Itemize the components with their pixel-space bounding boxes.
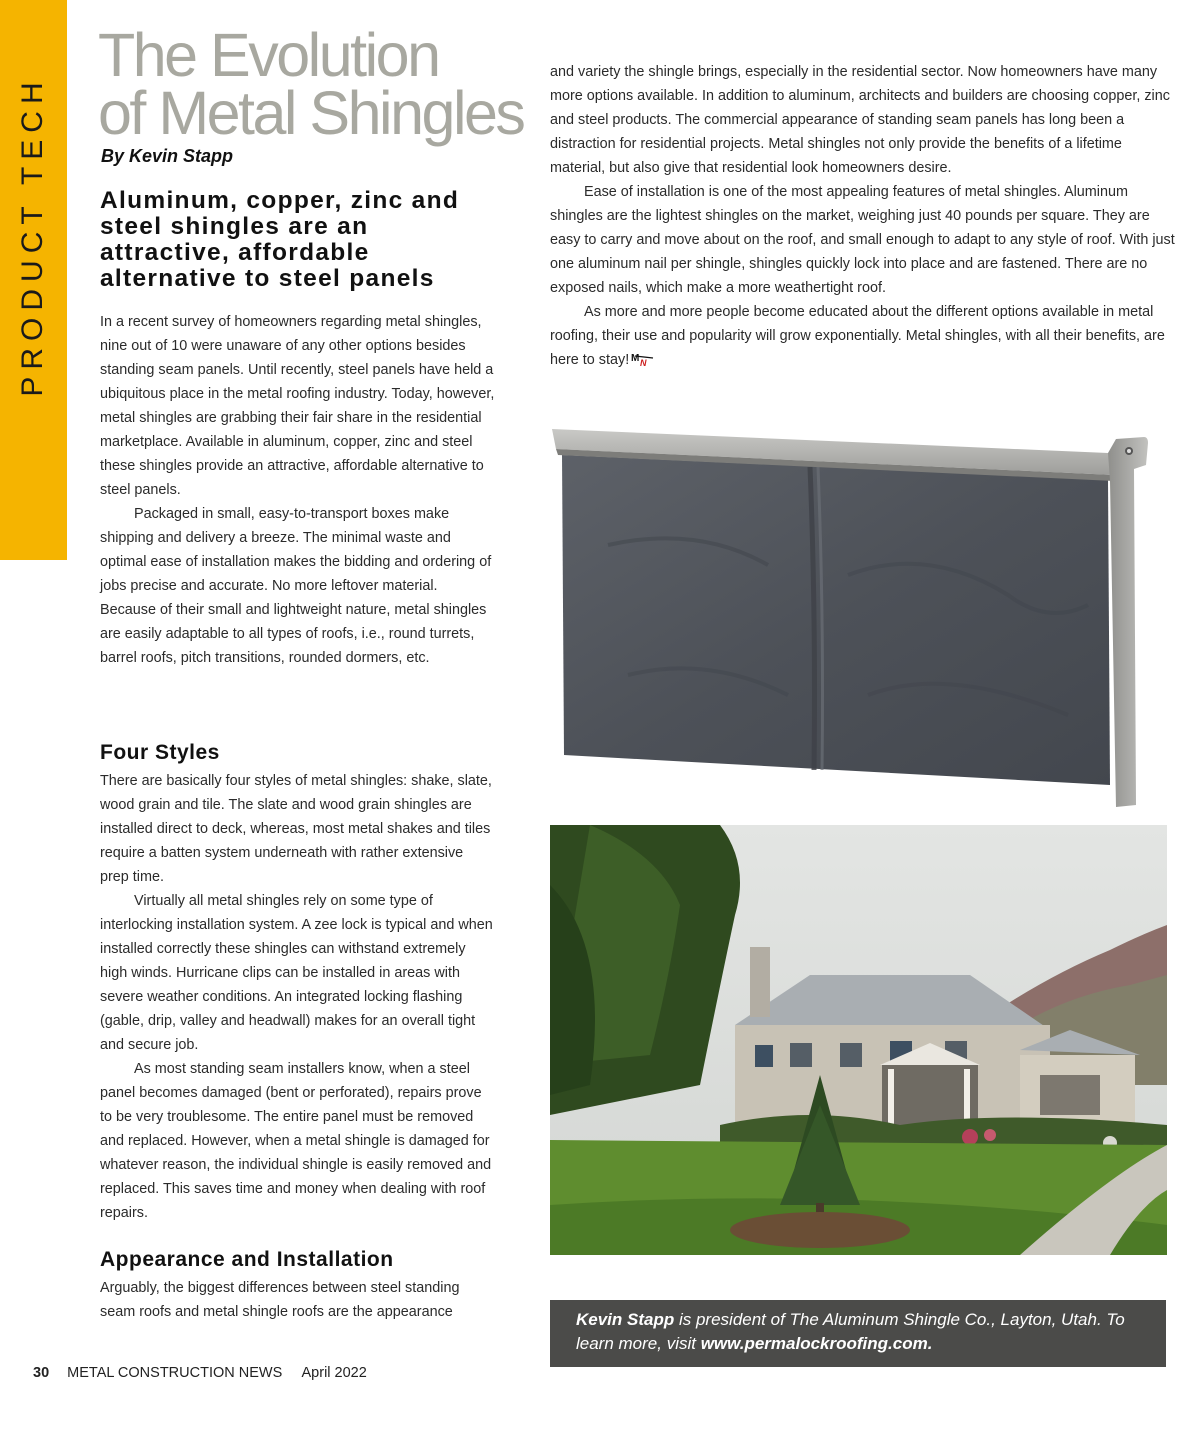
four-styles-paragraph-3: As most standing seam installers know, when a steel panel becomes damaged (bent or perforated), repairs prove to be very troublesome. The entire panel must be removed and replaced. However, when a metal shingle is damaged for whatever reason, the individual shingle is easily removed and replaced. This saves time and money when dealing with roof repairs.	[100, 1061, 492, 1221]
magazine-name: METAL CONSTRUCTION NEWS	[67, 1365, 283, 1381]
appearance-heading: Appearance and Installation	[100, 1248, 394, 1271]
author-bio	[550, 1300, 1166, 1367]
bio-author-name: Kevin Stapp	[576, 1310, 675, 1329]
bio-website-link[interactable]: www.permalockroofing.com.	[700, 1334, 933, 1353]
intro-paragraph-2: Packaged in small, easy-to-transport boxes make shipping and delivery a breeze. The minimal waste and optimal ease of installation makes the bidding and ordering of jobs precise and accurate. No more leftover material. Because of their small and lightweight nature, metal shingles are easily adaptable to all types of roofs, i.e., round turrets, barrel roofs, pitch transitions, rounded dormers, etc.	[100, 506, 492, 666]
continued-paragraph-3	[550, 300, 1175, 372]
intro-paragraph-1: In a recent survey of homeowners regarding metal shingles, nine out of 10 were unaware of any other options besides standing seam panels. Until recently, steel panels have held a ubiquitous place in the metal roofing industry. Today, however, metal shingles are grabbing their fair share in the residential marketplace. Available in aluminum, copper, zinc and steel these shingles provide an attractive, affordable alternative to steel panels.	[100, 314, 495, 498]
appearance-paragraph-start: Arguably, the biggest differences between steel standing seam roofs and metal shingle roofs are the appearance	[100, 1280, 460, 1320]
four-styles-paragraph-1: There are basically four styles of metal shingles: shake, slate, wood grain and tile. The slate and wood grain shingles are installed direct to deck, whereas, most metal shakes and tiles require a batten system underneath with rather extensive prep time.	[100, 773, 492, 885]
svg-text:N: N	[640, 358, 647, 369]
page-footer	[33, 1365, 367, 1381]
byline: By Kevin Stapp	[101, 146, 234, 166]
bio-text: is president of The Aluminum Shingle Co., Layton, Utah. To learn more, visit	[576, 1310, 1125, 1353]
appearance-text-start	[100, 1276, 495, 1324]
four-styles-heading: Four Styles	[100, 741, 220, 764]
metal-shingle-image	[548, 425, 1158, 815]
continued-paragraph-3-text: As more and more people become educated about the different options available in metal roofing, their use and popularity will grow exponentially. Metal shingles, with all their benefits, are here to stay!	[550, 304, 1165, 368]
intro-text	[100, 310, 495, 670]
article-title	[98, 21, 543, 147]
four-styles-text	[100, 769, 495, 1225]
page-number: 30	[33, 1365, 50, 1381]
continued-paragraph-1: and variety the shingle brings, especially in the residential sector. Now homeowners have many more options available. In addition to aluminum, architects and builders are choosing copper, zinc and steel products. The commercial appearance of standing seam panels has long been a distraction for residential projects. Metal shingles not only provide the benefits of a lifetime material, but also give that residential look homeowners desire.	[550, 64, 1170, 176]
end-mark-icon	[629, 352, 657, 368]
article-subhead: Aluminum, copper, zinc and steel shingles are an attractive, affordable alternative to steel panels	[100, 187, 460, 292]
continued-text	[550, 60, 1175, 372]
four-styles-paragraph-2: Virtually all metal shingles rely on some type of interlocking installation system. A zee lock is typical and when installed correctly these shingles can withstand extremely high winds. Hurricane clips can be installed in areas with severe weather conditions. An integrated locking flashing (gable, drip, valley and headwall) makes for an overall tight and secure job.	[100, 893, 493, 1053]
issue-date: April 2022	[301, 1365, 367, 1381]
section-tab-label: PRODUCT TECH	[16, 75, 49, 397]
svg-text:M: M	[631, 353, 640, 365]
section-tab	[0, 0, 67, 560]
title-line-1: The Evolution	[98, 21, 439, 89]
title-line-2: of Metal Shingles	[98, 79, 524, 147]
house-photo	[550, 825, 1167, 1255]
continued-paragraph-2: Ease of installation is one of the most appealing features of metal shingles. Aluminum shingles are the lightest shingles on the market, weighing just 40 pounds per square. They are easy to carry and move about on the roof, and small enough to adapt to any style of roof. With just one aluminum nail per shingle, shingles quickly lock into place and are fastened. There are no exposed nails, which make a more weathertight roof.	[550, 184, 1175, 296]
